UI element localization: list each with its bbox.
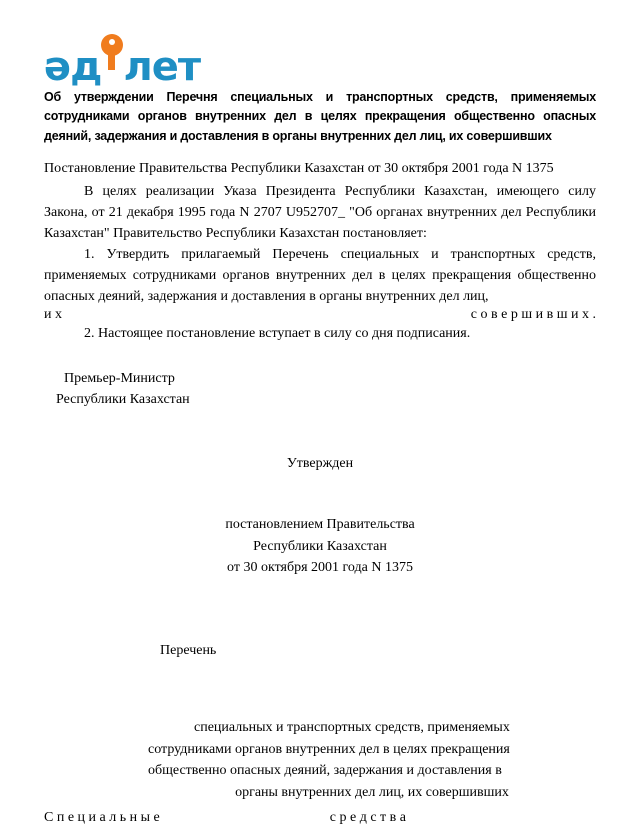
list-heading: Перечень	[160, 643, 217, 659]
item-2-paragraph: 2. Настоящее постановление вступает в силу со дня подписания.	[84, 326, 471, 342]
approved-by-block	[44, 514, 596, 579]
approved-by-line-2: Республики Казахстан	[253, 538, 387, 554]
dotted-i-icon-stem	[108, 48, 115, 70]
logo-text-part2: д	[70, 44, 102, 90]
adilet-logo[interactable]	[44, 36, 201, 90]
list-subtitle-line-1: специальных и транспортных средств, применяемых	[194, 720, 510, 736]
list-subtitle-line-2: сотрудниками органов внутренних дел в целях прекращения	[148, 741, 510, 757]
list-subtitle-line-3: общественно опасных деяний, задержания и доставления в	[148, 763, 502, 779]
section-heading-right: с р е д с т в а	[329, 809, 406, 825]
item-1-tail-right: с о в е р ш и в ш и х .	[470, 307, 596, 323]
preamble-paragraph: В целях реализации Указа Президента Республики Казахстан, имеющего силу Закона, от 21 декабря 1995 года N 2707 U952707_ "Об органах внутренних дел Республики Казахстан" Правительство Республики Казахстан постановляет:	[44, 184, 596, 242]
logo-text-part1: ә	[44, 44, 71, 90]
list-subtitle-block	[44, 717, 596, 804]
dotted-i-icon	[101, 36, 123, 80]
signature-title: Премьер-Министр	[64, 371, 175, 387]
approved-by-line-3: от 30 октября 2001 года N 1375	[227, 560, 413, 576]
approved-heading: Утвержден	[286, 456, 354, 472]
section-heading-row	[44, 810, 596, 826]
signature-entity: Республики Казахстан	[56, 392, 190, 408]
document-body	[44, 88, 596, 826]
item-1-paragraph: 1. Утвердить прилагаемый Перечень специальных и транспортных средств, применяемых сотрудниками органов внутренних дел в целях прекращения общественно опасных деяний, задержания и доставления в органы внутренних дел лиц,	[44, 247, 596, 305]
approved-by-line-1: постановлением Правительства	[225, 517, 415, 533]
document-meta: Постановление Правительства Республики Казахстан от 30 октября 2001 года N 1375	[44, 161, 554, 177]
section-heading-left: С п е ц и а л ь н ы е	[44, 809, 160, 825]
item-1-tail-left: и х	[44, 307, 62, 323]
item-1-tail-row	[44, 307, 596, 323]
logo-text-part3: лет	[123, 44, 201, 90]
list-subtitle-line-4: органы внутренних дел лиц, их совершивших	[235, 785, 509, 801]
document-title: Об утверждении Перечня специальных и транспортных средств, применяемых сотрудниками органов внутренних дел в целях прекращения общественно опасных деяний, задержания и доставления в органы внутренних дел лиц, их совершивших	[44, 90, 596, 143]
signature-block	[44, 368, 596, 410]
